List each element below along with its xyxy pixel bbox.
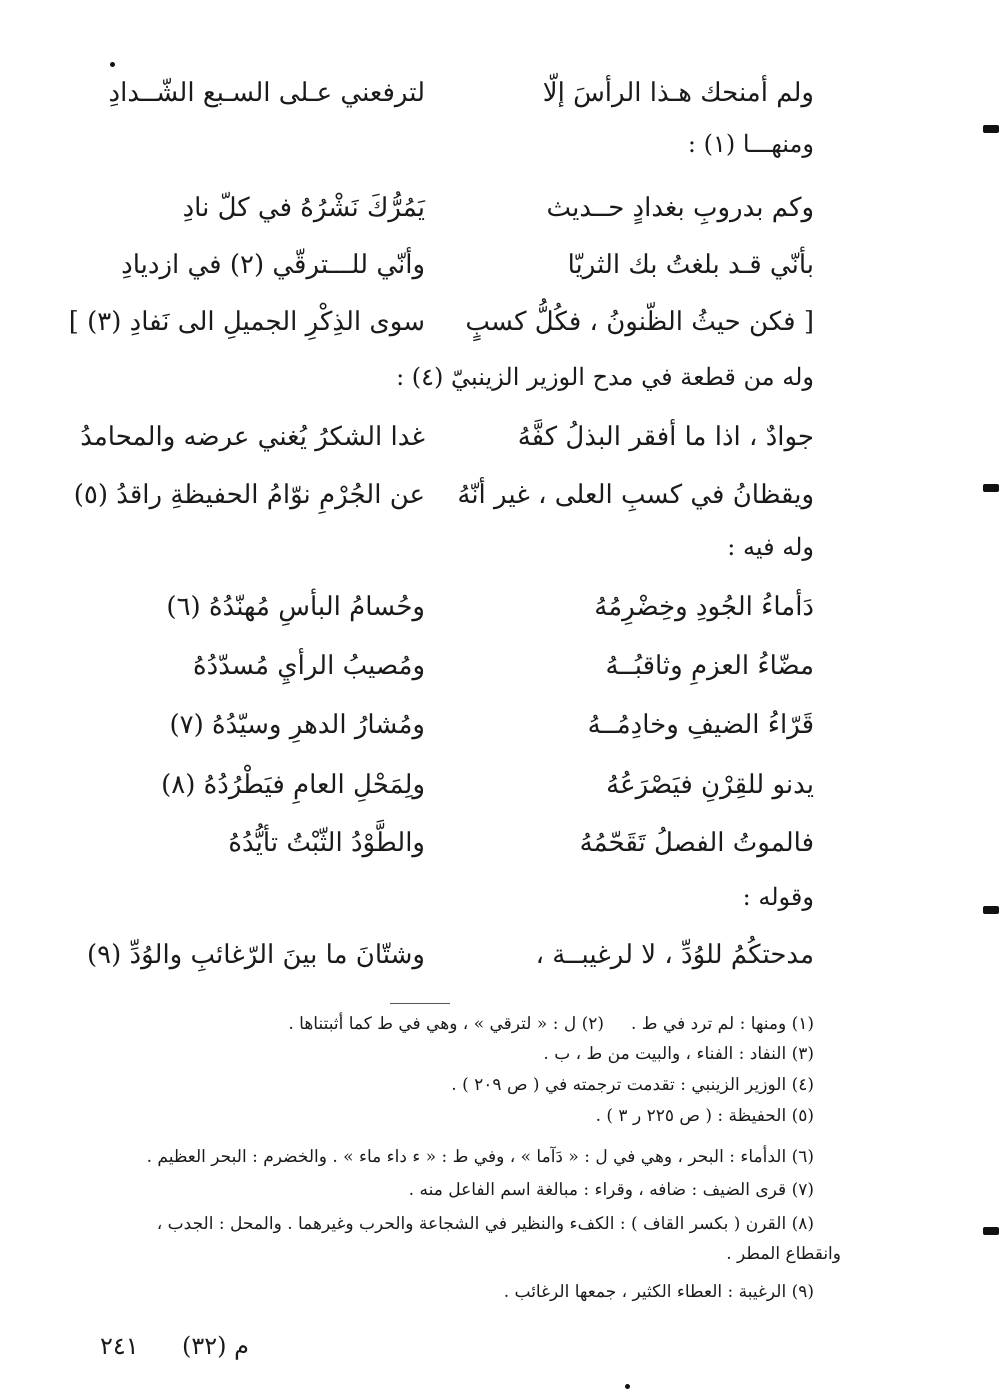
verse-hemistich-left: وشتّانَ ما بينَ الرّغائبِ والوُدِّ (٩)	[86, 940, 425, 970]
verse-hemistich-right: دَأماءُ الجُودِ وخِضْرِمُهُ	[594, 592, 814, 622]
verse-hemistich-right: مدحتكُمُ للوُدِّ ، لا لرغيبــة ،	[535, 940, 814, 970]
verse-hemistich-left: ومُصيبُ الرأيِ مُسدّدُهُ	[193, 651, 425, 681]
scan-dot	[625, 1384, 630, 1389]
footnote: (٧) قرى الضيف : ضافه ، وقراء : مبالغة اسم الفاعل منه .	[408, 1180, 814, 1200]
verse-hemistich-right: يدنو للقِرْنِ فيَصْرَعُهُ	[606, 770, 814, 800]
verse-hemistich-right: جوادٌ ، اذا ما أفقر البذلُ كفَّهُ	[517, 422, 814, 452]
verse-hemistich-left: وحُسامُ البأسِ مُهنّدُهُ (٦)	[166, 592, 425, 622]
signature-mark: م (٣٢)	[181, 1332, 249, 1360]
verse-hemistich-left: سوى الذِكْرِ الجميلِ الى نَفادِ (٣) ]	[68, 307, 425, 337]
section-intro: ومنهـــا (١) :	[687, 130, 814, 158]
scan-dot	[110, 62, 115, 67]
verse-hemistich-left: لترفعني عـلى السـبع الشّــدادِ	[108, 78, 425, 108]
footnote: (٥) الحفيظة : ( ص ٢٢٥ ر ٣ ) .	[595, 1106, 814, 1126]
verse-hemistich-left: ولِمَحْلِ العامِ فيَطْرُدُهُ (٨)	[161, 770, 425, 800]
footnote: (٦) الدأماء : البحر ، وهي في ل : « دَآما » ، وفي ط : « ء داء ماء » . والخضرم : البحر العظيم .	[146, 1147, 814, 1167]
verse-hemistich-left: غدا الشكرُ يُغني عرضه والمحامدُ	[80, 422, 425, 452]
page-number: ٢٤١	[100, 1332, 139, 1360]
verse-hemistich-right: قَرّاءُ الضيفِ وخادِمُــهُ	[587, 710, 814, 740]
footnote-separator	[390, 1003, 450, 1004]
verse-hemistich-left: عن الجُرْمِ نوّامُ الحفيظةِ راقدُ (٥)	[73, 480, 425, 510]
footnote-continuation: وانقطاع المطر .	[726, 1244, 841, 1264]
section-intro: وله من قطعة في مدح الوزير الزينبيّ (٤) :	[396, 363, 814, 391]
scan-edge-mark	[983, 906, 999, 914]
footnote: (٣) النفاد : الفناء ، والبيت من ط ، ب .	[543, 1044, 814, 1064]
footnote: (٨) القرن ( بكسر القاف ) : الكفء والنظير في الشجاعة والحرب وغيرهما . والمحل : الجدب ،	[156, 1214, 814, 1234]
verse-hemistich-left: يَمُرُّكَ نَشْرُهُ في كلّ نادِ	[182, 193, 425, 223]
footnote: (١) ومنها : لم ترد في ط .	[630, 1014, 814, 1034]
verse-hemistich-left: ومُشارُ الدهرِ وسيّدُهُ (٧)	[169, 710, 425, 740]
scan-edge-mark	[983, 1227, 999, 1235]
scan-edge-mark	[983, 125, 999, 133]
footnote: (٢) ل : « لترقي » ، وهي في ط كما أثبتناها .	[288, 1014, 604, 1034]
verse-hemistich-right: مضّاءُ العزمِ وثاقبُــهُ	[605, 651, 814, 681]
verse-hemistich-left: والطَّوْدُ الثّبْتُ تأيُّدُهُ	[228, 828, 425, 858]
verse-hemistich-right: فالموتُ الفصلُ تَقَحّمُهُ	[579, 828, 814, 858]
verse-hemistich-right: ولم أمنحك هـذا الرأسَ إلّا	[542, 78, 814, 108]
verse-hemistich-right: ويقظانُ في كسبِ العلى ، غير أنّهُ	[457, 480, 814, 510]
footnote: (٤) الوزير الزينبي : تقدمت ترجمته في ( ص ٢٠٩ ) .	[451, 1075, 814, 1095]
verse-hemistich-right: بأنّي قـد بلغتُ بك الثريّا	[567, 250, 814, 280]
scan-edge-mark	[983, 484, 999, 492]
verse-hemistich-right: [ فكن حيثُ الظّنونُ ، فكُلُّ كسبٍ	[465, 307, 814, 337]
section-intro: وله فيه :	[727, 533, 814, 561]
section-intro: وقوله :	[742, 883, 814, 911]
verse-hemistich-left: وأنّي للـــترقّي (٢) في ازديادِ	[121, 250, 425, 280]
footnote: (٩) الرغيبة : العطاء الكثير ، جمعها الرغائب .	[503, 1282, 814, 1302]
verse-hemistich-right: وكم بدروبِ بغدادٍ حــديث	[546, 193, 814, 223]
